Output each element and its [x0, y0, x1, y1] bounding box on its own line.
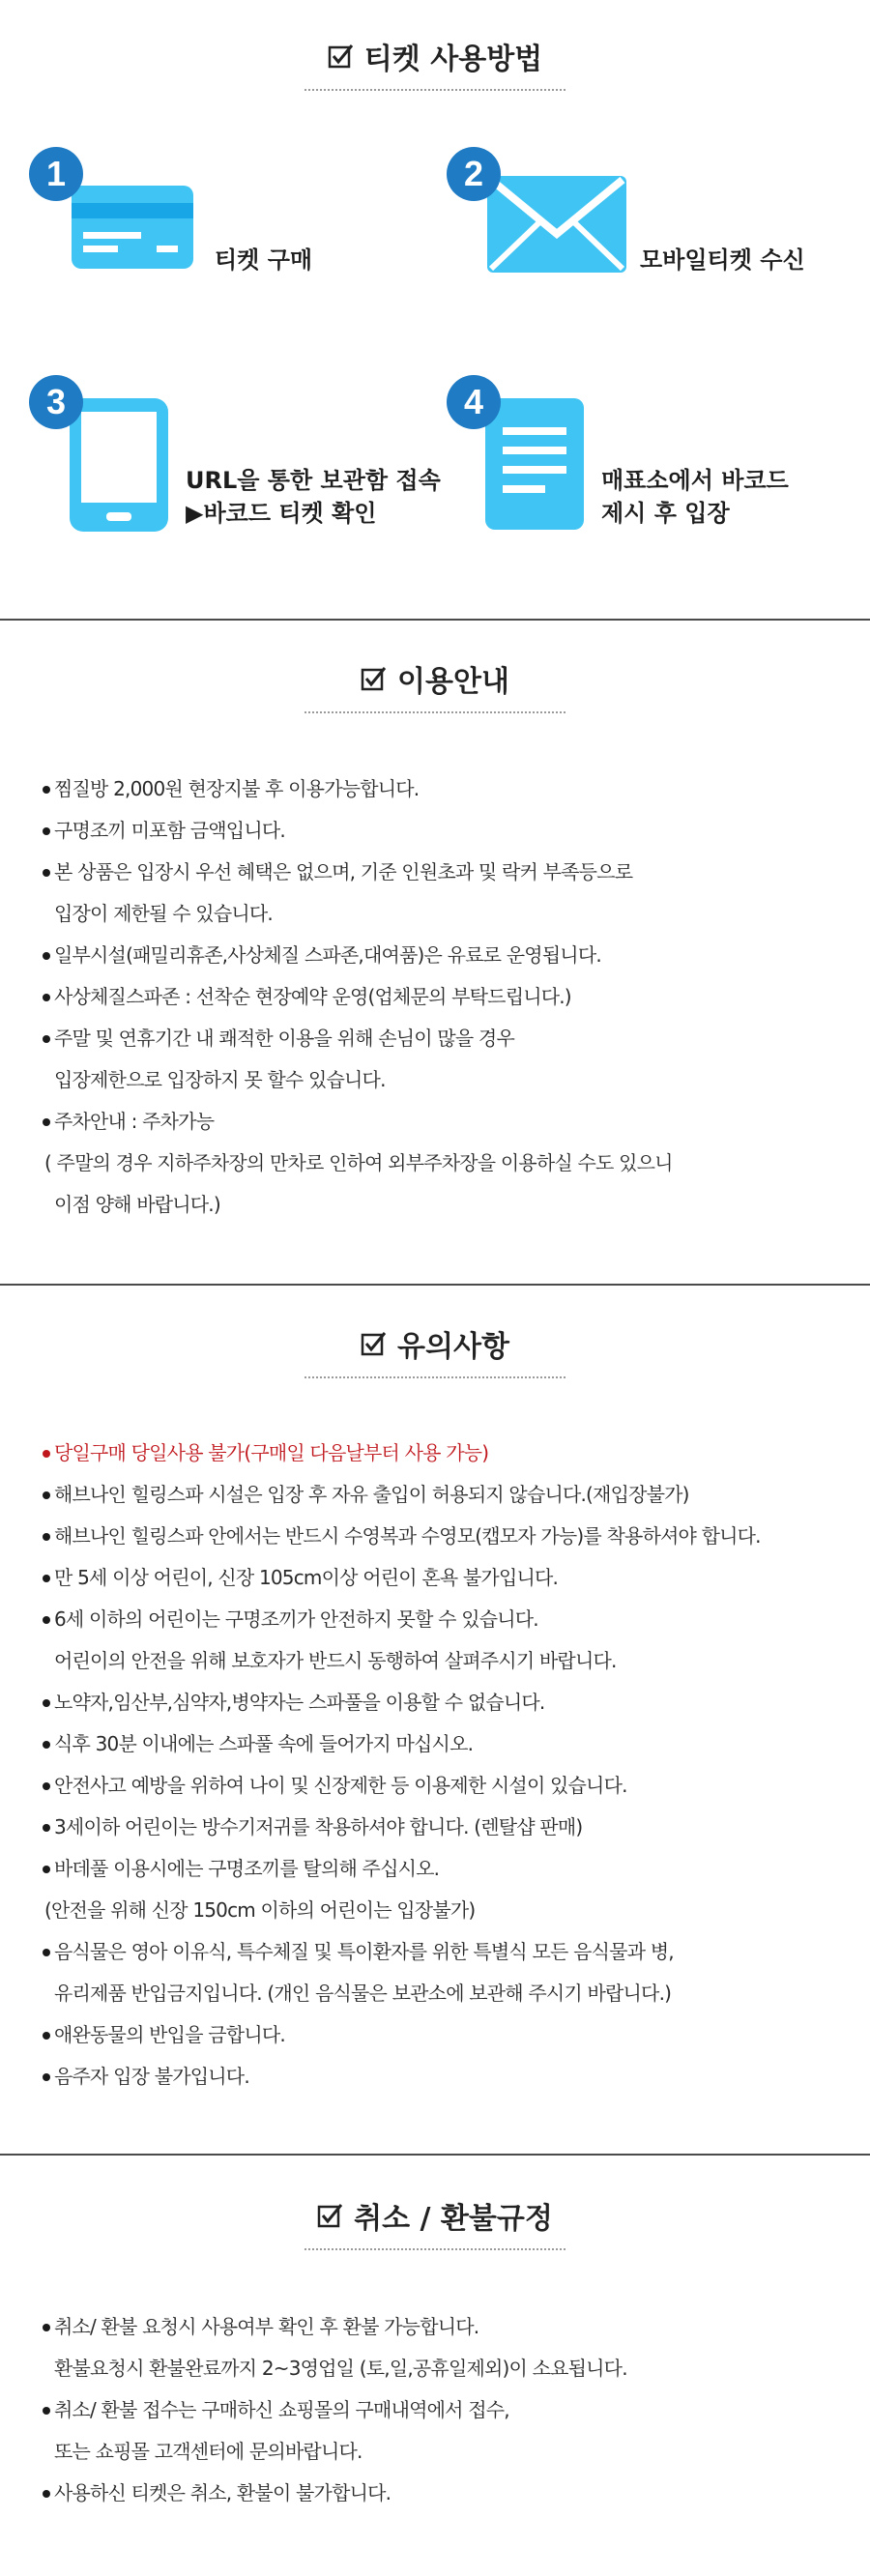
- caution-title: [0, 1322, 870, 1365]
- list-item: 노약자,임산부,심약자,병약자는 스파풀을 이용할 수 없습니다.: [39, 1682, 851, 1723]
- refund-title: [0, 2194, 870, 2237]
- document-icon: [483, 396, 586, 532]
- list-item: 안전사고 예방을 위하여 나이 및 신장제한 등 이용제한 시설이 있습니다.: [39, 1765, 851, 1807]
- section-divider: [0, 1284, 870, 1286]
- step-number-badge: 2: [447, 147, 501, 201]
- list-item: 음식물은 영아 이유식, 특수체질 및 특이환자를 위한 특별식 모든 음식물과 병,: [39, 1931, 851, 1973]
- list-item: 사용하신 티켓은 취소, 환불이 불가합니다.: [39, 2473, 851, 2514]
- list-item-continuation: 유리제품 반입금지입니다. (개인 음식물은 보관소에 보관해 주시기 바랍니다.): [54, 1982, 672, 2005]
- section-divider: [0, 619, 870, 621]
- check-box-icon: [317, 2202, 344, 2229]
- list-item-continuation: 이점 양해 바랍니다.): [54, 1193, 220, 1216]
- list-item: 해브나인 힐링스파 안에서는 반드시 수영복과 수영모(캡모자 가능)를 착용하셔야 합니다.: [39, 1516, 851, 1557]
- list-item-continuation: 또는 쇼핑몰 고객센터에 문의바랍니다.: [54, 2440, 362, 2463]
- title-underline: [304, 1376, 566, 1378]
- step-number-badge: 4: [447, 375, 501, 429]
- check-box-icon: [361, 1330, 388, 1357]
- refund-list: [39, 2306, 851, 2514]
- step-label: 티켓 구매: [215, 246, 313, 274]
- list-item: 찜질방 2,000원 현장지불 후 이용가능합니다.: [39, 768, 851, 810]
- step-label: URL을 통한 보관함 접속 ▶바코드 티켓 확인: [186, 467, 441, 527]
- refund-title-text: 취소 / 환불규정: [354, 2202, 553, 2236]
- credit-card-icon: [70, 184, 195, 271]
- check-box-icon: [361, 665, 388, 692]
- list-item-continuation: 입장이 제한될 수 있습니다.: [54, 902, 273, 925]
- list-item: 6세 이하의 어린이는 구명조끼가 안전하지 못할 수 있습니다.: [39, 1599, 851, 1640]
- guide-list: [39, 768, 851, 1226]
- caution-list: [39, 1433, 851, 2098]
- check-box-icon: [328, 43, 355, 70]
- guide-title-text: 이용안내: [397, 665, 509, 699]
- list-item: 일부시설(패밀리휴존,사상체질 스파존,대여품)은 유료로 운영됩니다.: [39, 935, 851, 976]
- list-item: 주말 및 연휴기간 내 쾌적한 이용을 위해 손님이 많을 경우: [39, 1018, 851, 1059]
- step-label: 모바일티켓 수신: [640, 246, 805, 274]
- list-item-continuation: 입장제한으로 입장하지 못 할수 있습니다.: [54, 1068, 386, 1091]
- section-divider: [0, 2154, 870, 2156]
- list-item: 식후 30분 이내에는 스파풀 속에 들어가지 마십시오.: [39, 1723, 851, 1765]
- list-item: 만 5세 이상 어린이, 신장 105cm이상 어린이 혼욕 불가입니다.: [39, 1557, 851, 1599]
- list-item: 본 상품은 입장시 우선 혜택은 없으며, 기준 인원초과 및 락커 부족등으로: [39, 852, 851, 893]
- envelope-icon: [485, 174, 628, 275]
- list-item: 3세이하 어린이는 방수기저귀를 착용하셔야 합니다. (렌탈샵 판매): [39, 1807, 851, 1848]
- list-item: 취소/ 환불 요청시 사용여부 확인 후 환불 가능합니다.: [39, 2306, 851, 2348]
- title-underline: [304, 2248, 566, 2250]
- list-item-continuation: ( 주말의 경우 지하주차장의 만차로 인하여 외부주차장을 이용하실 수도 있으니: [44, 1151, 673, 1174]
- list-item-continuation: 어린이의 안전을 위해 보호자가 반드시 동행하여 살펴주시기 바랍니다.: [54, 1649, 617, 1672]
- step-label: 매표소에서 바코드 제시 후 입장: [601, 467, 789, 527]
- guide-title: [0, 657, 870, 700]
- caution-title-text: 유의사항: [397, 1330, 509, 1364]
- step-number-badge: 1: [29, 147, 83, 201]
- list-item-continuation: 환불요청시 환불완료까지 2~3영업일 (토,일,공휴일제외)이 소요됩니다.: [54, 2357, 627, 2380]
- list-item-continuation: (안전을 위해 신장 150cm 이하의 어린이는 입장불가): [44, 1898, 476, 1922]
- howto-title: [0, 35, 870, 77]
- title-underline: [304, 89, 566, 91]
- list-item: 사상체질스파존 : 선착순 현장예약 운영(업체문의 부탁드립니다.): [39, 976, 851, 1018]
- smartphone-icon: [68, 396, 170, 534]
- step-number-badge: 3: [29, 375, 83, 429]
- list-item: 주차안내 : 주차가능: [39, 1101, 851, 1143]
- list-item: 음주자 입장 불가입니다.: [39, 2056, 851, 2098]
- list-item: 바데풀 이용시에는 구명조끼를 탈의해 주십시오.: [39, 1848, 851, 1890]
- list-item: 애완동물의 반입을 금합니다.: [39, 2014, 851, 2056]
- list-item: 당일구매 당일사용 불가(구매일 다음날부터 사용 가능): [39, 1433, 851, 1474]
- list-item: 취소/ 환불 접수는 구매하신 쇼핑몰의 구매내역에서 접수,: [39, 2389, 851, 2431]
- list-item: 구명조끼 미포함 금액입니다.: [39, 810, 851, 852]
- howto-title-text: 티켓 사용방법: [363, 43, 543, 76]
- list-item: 해브나인 힐링스파 시설은 입장 후 자유 출입이 허용되지 않습니다.(재입장불가): [39, 1474, 851, 1516]
- title-underline: [304, 711, 566, 713]
